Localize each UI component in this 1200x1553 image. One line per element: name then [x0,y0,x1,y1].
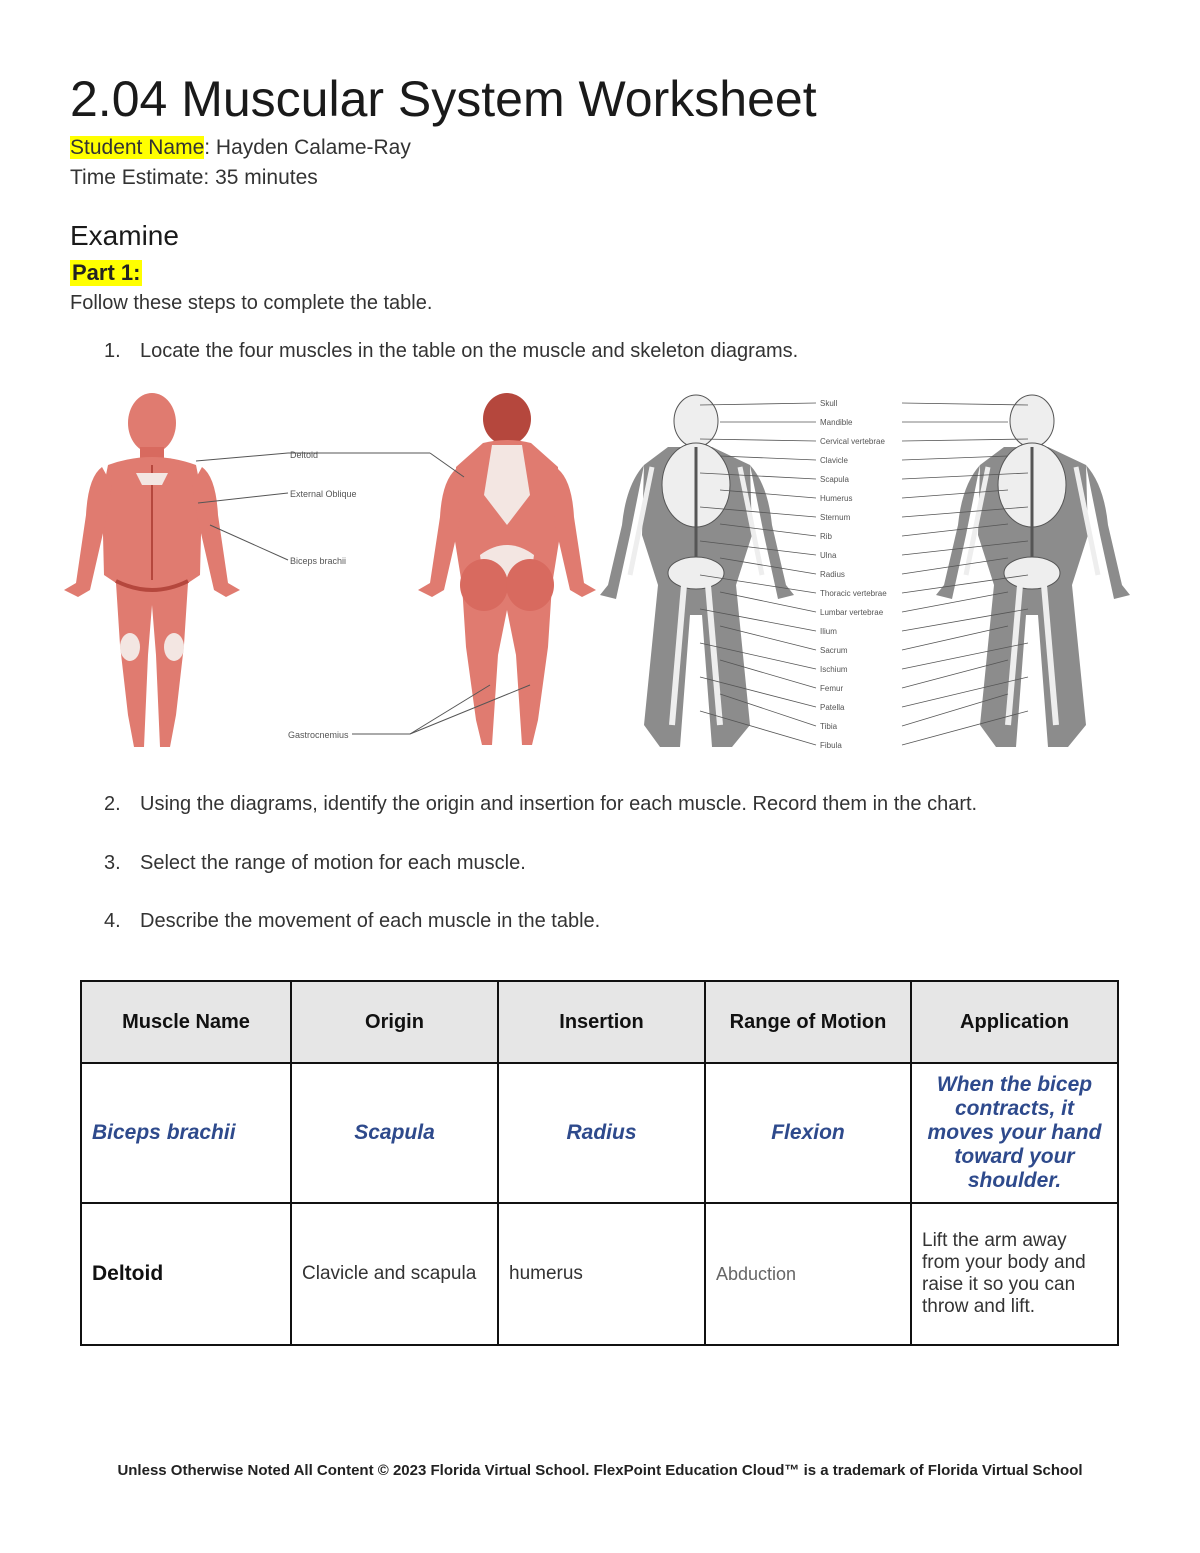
cell-muscle-name: Deltoid [81,1203,291,1345]
table-header-row [81,981,1118,1063]
step-number: 2. [104,793,121,815]
muscle-table [80,980,1119,1346]
skeleton-label: Clavicle [820,456,849,465]
skeleton-leader-line [902,439,1028,441]
skeleton-label: Ischium [820,665,848,674]
skeleton-label: Cervical vertebrae [820,437,885,446]
skeleton-label: Ilium [820,627,837,636]
intro-text: Follow these steps to complete the table. [70,292,433,314]
part-label: Part 1: [72,260,141,285]
anterior-skeleton-figure [600,395,794,747]
student-name-value: : Hayden Calame-Ray [204,136,411,159]
table-row [81,1063,1118,1203]
step-number: 3. [104,852,121,874]
student-name-line [70,136,411,160]
label-deltoid: Deltoid [290,450,319,460]
cell-insertion[interactable]: humerus [498,1203,705,1345]
posterior-muscle-figure [418,393,596,745]
header-insertion: Insertion [498,981,705,1063]
step-item [104,910,600,933]
header-application: Application [911,981,1118,1063]
step-text: Locate the four muscles in the table on the muscle and skeleton diagrams. [140,340,799,362]
cell-origin[interactable]: Clavicle and scapula [291,1203,498,1345]
skeleton-label: Humerus [820,494,853,503]
student-name-label: Student Name [70,136,205,159]
label-external-oblique: External Oblique [290,489,357,499]
cell-application[interactable]: Lift the arm away from your body and raise it so you can throw and lift. [911,1203,1118,1345]
time-estimate: Time Estimate: 35 minutes [70,166,318,189]
skeleton-labels [700,399,1028,750]
skeleton-label: Ulna [820,551,837,560]
skeleton-label: Patella [820,703,845,712]
skeleton-label: Lumbar vertebrae [820,608,884,617]
label-gastrocnemius: Gastrocnemius [288,730,349,740]
skeleton-label: Thoracic vertebrae [820,589,887,598]
cell-range-of-motion: Flexion [705,1063,911,1203]
cell-origin: Scapula [291,1063,498,1203]
skeleton-leader-line [700,403,816,405]
step-item [104,793,977,816]
header-range-of-motion: Range of Motion [705,981,911,1063]
skeleton-label: Sternum [820,513,851,522]
step-number: 4. [104,910,121,932]
cell-application: When the bicep contracts, it moves your hand toward your shoulder. [911,1063,1118,1203]
anterior-muscle-figure [64,393,240,747]
label-biceps-brachii: Biceps brachii [290,556,347,566]
cell-insertion: Radius [498,1063,705,1203]
footer-copyright: Unless Otherwise Noted All Content © 2023 Florida Virtual School. FlexPoint Education Cloud™ is a trademark of Florida Virtual School [117,1462,1083,1479]
header-origin: Origin [291,981,498,1063]
step-text: Select the range of motion for each muscle. [140,852,526,874]
page-title: 2.04 Muscular System Worksheet [70,71,817,127]
step-text: Describe the movement of each muscle in the table. [140,910,601,932]
cell-muscle-name: Biceps brachii [81,1063,291,1203]
section-heading: Examine [70,220,179,251]
skeleton-label: Tibia [820,722,838,731]
step-text: Using the diagrams, identify the origin and insertion for each muscle. Record them in the chart. [140,793,978,815]
skeleton-leader-line [902,403,1028,405]
skeleton-label: Femur [820,684,844,693]
skeleton-label: Skull [820,399,838,408]
skeleton-label: Radius [820,570,845,579]
skeleton-label: Rib [820,532,833,541]
muscle-skeleton-diagram [60,385,1140,760]
skeleton-label: Mandible [820,418,853,427]
skeleton-label: Sacrum [820,646,848,655]
table-row [81,1203,1118,1345]
posterior-skeleton-figure [936,395,1130,747]
step-item [104,852,526,875]
skeleton-label: Fibula [820,741,842,750]
skeleton-leader-line [700,439,816,441]
step-number: 1. [104,340,121,362]
skeleton-label: Scapula [820,475,849,484]
step-item [104,340,798,363]
range-of-motion-select[interactable]: Abduction [705,1203,911,1345]
header-muscle-name: Muscle Name [81,981,291,1063]
